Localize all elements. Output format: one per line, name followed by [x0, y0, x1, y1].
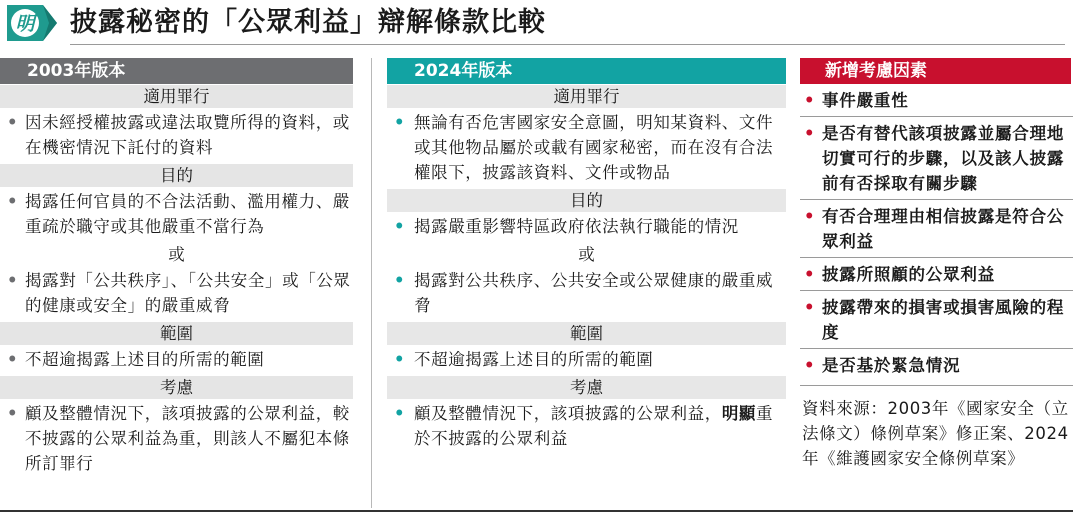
- title-divider: [70, 44, 1065, 45]
- list-item: • 揭露嚴重影響特區政府依法執行職能的情況: [387, 212, 786, 242]
- bullet-icon: •: [394, 404, 406, 423]
- emphasis-text: 明顯: [721, 404, 757, 423]
- section-label: 適用罪行: [387, 85, 786, 108]
- section-label: 考慮: [387, 376, 786, 399]
- bullet-icon: •: [804, 91, 816, 110]
- section-label: 或: [168, 245, 185, 264]
- list-item: • 因未經授權披露或違法取覽所得的資料，或在機密情況下託付的資料: [0, 108, 353, 163]
- bullet-icon: •: [7, 113, 19, 132]
- new-factors-heading: 新增考慮因素: [800, 58, 1071, 84]
- list-item: • 不超逾揭露上述目的所需的範圍: [0, 345, 353, 375]
- page-title: 披露秘密的「公眾利益」辯解條款比較: [70, 7, 546, 38]
- bullet-icon: •: [7, 271, 19, 290]
- list-item: • 揭露對「公共秩序」、「公共安全」或「公眾的健康或安全」的嚴重威脅: [0, 266, 353, 321]
- bullet-icon: •: [804, 356, 816, 375]
- bullet-icon: •: [804, 265, 816, 284]
- section-label: 目的: [0, 164, 353, 187]
- column-2024: [387, 58, 786, 454]
- bullet-icon: •: [394, 113, 406, 132]
- bullet-icon: •: [804, 298, 816, 317]
- list-item: • 揭露任何官員的不合法活動、濫用權力、嚴重疏於職守或其他嚴重不當行為: [0, 187, 353, 242]
- list-item: • 揭露對公共秩序、公共安全或公眾健康的嚴重威脅: [387, 266, 786, 321]
- bullet-icon: •: [804, 124, 816, 143]
- section-label: 範圍: [0, 322, 353, 345]
- column-2003-heading: 2003年版本: [0, 58, 353, 84]
- factor-item: • 披露所照顧的公眾利益: [800, 258, 1073, 291]
- section-label: 範圍: [387, 322, 786, 345]
- column-2003: [0, 58, 353, 479]
- list-item: • 不超逾揭露上述目的所需的範圍: [387, 345, 786, 375]
- column-divider: [371, 58, 372, 508]
- bullet-icon: •: [394, 271, 406, 290]
- bullet-icon: •: [394, 350, 406, 369]
- factor-item: • 有否合理理由相信披露是符合公眾利益: [800, 200, 1073, 258]
- column-new-factors: [800, 58, 1073, 471]
- bullet-icon: •: [7, 192, 19, 211]
- svg-text:明: 明: [15, 13, 35, 35]
- factor-item: • 事件嚴重性: [800, 84, 1073, 117]
- factor-item: • 是否有替代該項披露並屬合理地切實可行的步驟，以及該人披露前有否採取有關步驟: [800, 117, 1073, 200]
- bullet-icon: •: [394, 217, 406, 236]
- section-label: 適用罪行: [0, 85, 353, 108]
- bottom-divider: [0, 510, 1073, 512]
- section-label: 考慮: [0, 376, 353, 399]
- factor-item: • 是否基於緊急情況: [800, 349, 1073, 381]
- list-item: • 顧及整體情況下，該項披露的公眾利益，較不披露的公眾利益為重，則該人不屬犯本條所訂罪行: [0, 399, 353, 479]
- list-item: • 顧及整體情況下，該項披露的公眾利益，明顯重於不披露的公眾利益: [387, 399, 786, 454]
- bullet-icon: •: [804, 207, 816, 226]
- factor-item: • 披露帶來的損害或損害風險的程度: [800, 291, 1073, 349]
- list-item: • 無論有否危害國家安全意圖，明知某資料、文件或其他物品屬於或載有國家秘密，而在沒有合法權限下，披露該資料、文件或物品: [387, 108, 786, 188]
- bullet-icon: •: [7, 404, 19, 423]
- bullet-icon: •: [7, 350, 19, 369]
- ming-pao-logo-icon: [3, 3, 59, 43]
- source-note: 資料來源：2003年《國家安全（立法條文）條例草案》修正案、2024年《維護國家安全條例草案》: [800, 385, 1073, 471]
- section-label: 目的: [387, 189, 786, 212]
- column-2024-heading: 2024年版本: [387, 58, 786, 84]
- section-label: 或: [578, 245, 595, 264]
- title-bar: [0, 0, 1073, 50]
